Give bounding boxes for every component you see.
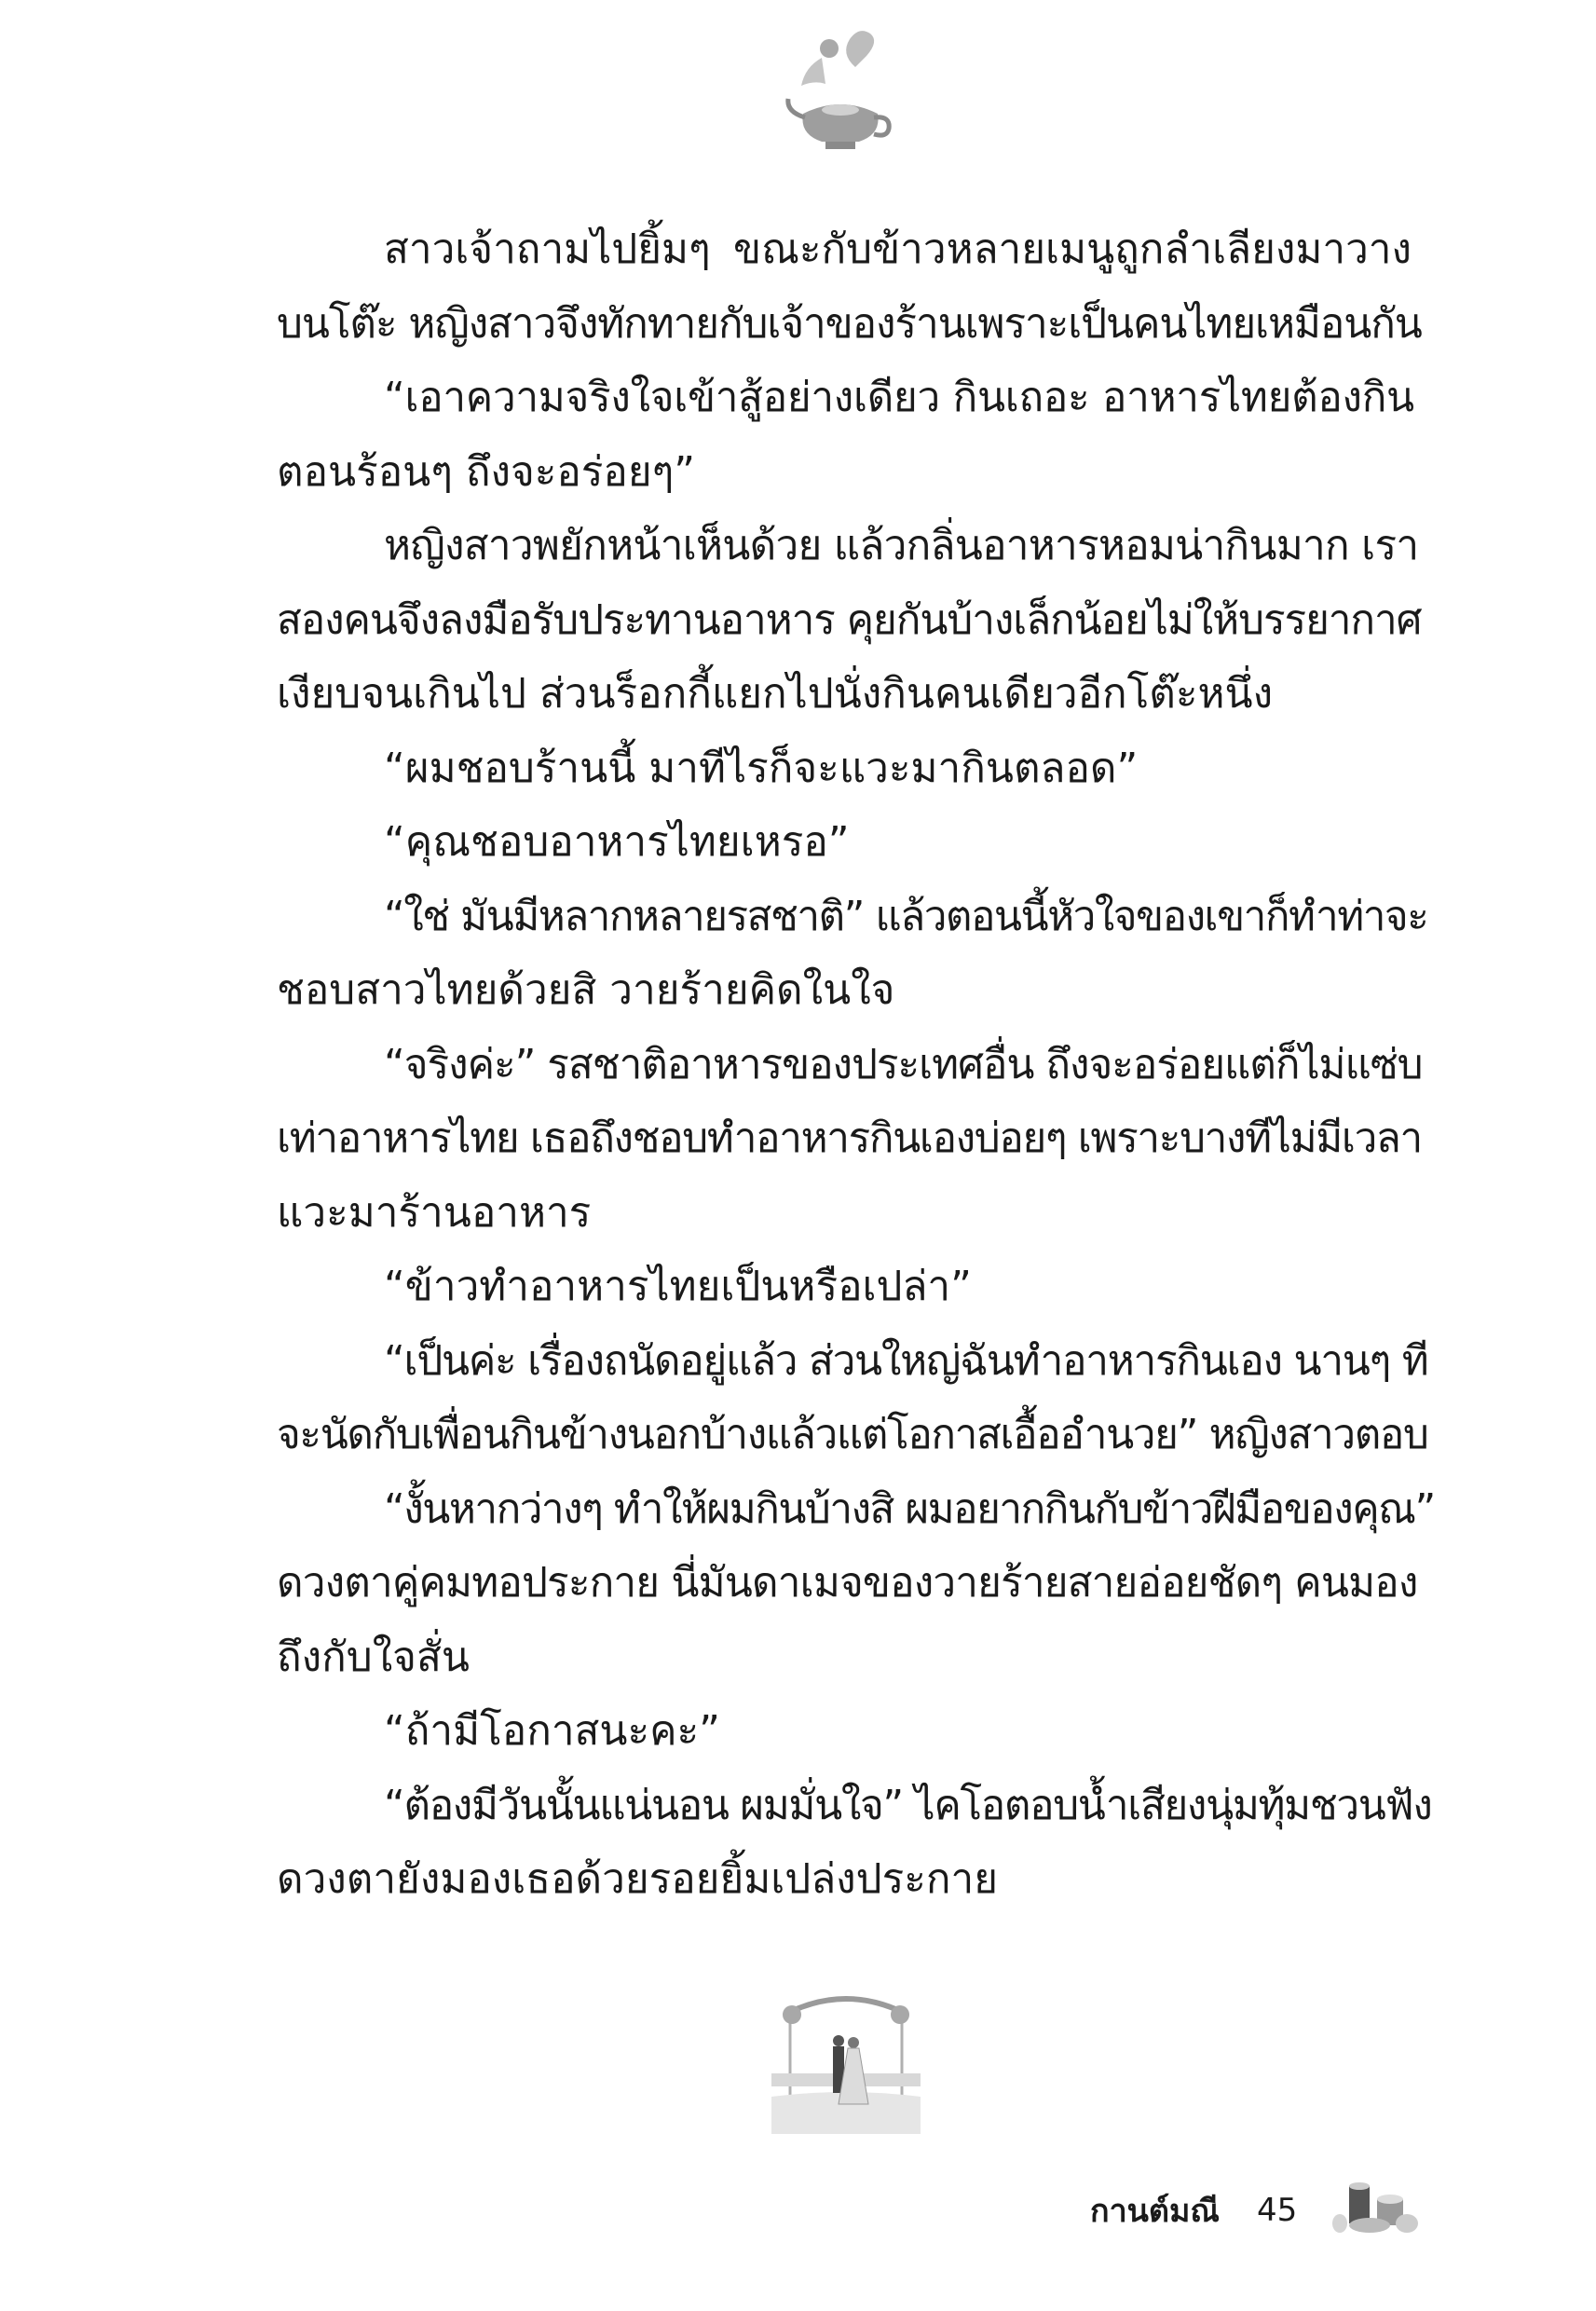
text-line-content: ถึงกับใจสั่น [277, 1633, 470, 1681]
text-line-content: สองคนจึงลงมือรับประทานอาหาร คุยกันบ้างเล็กน้อยไม่ให้บรรยากาศ [277, 595, 1422, 644]
text-line-content: เงียบจนเกินไป ส่วนร็อกกี้แยกไปนั่งกินคนเดียวอีกโต๊ะหนึ่ง [277, 670, 1274, 718]
text-line-content: บนโต๊ะ หญิงสาวจึงทักทายกับเจ้าของร้านเพราะเป็นคนไทยเหมือนกัน [277, 299, 1422, 348]
text-line-content: “จริงค่ะ” รสชาติอาหารของประเทศอื่น ถึงจะอร่อยแต่ก็ไม่แซ่บ [384, 1040, 1423, 1088]
text-line [277, 1324, 1428, 1399]
text-line [277, 1398, 1428, 1472]
text-line-content: สาวเจ้าถามไปยิ้มๆ ขณะกับข้าวหลายเมนูถูกลำเลียงมาวาง [384, 226, 1412, 273]
text-line-content: “ต้องมีวันนั้นแน่นอน ผมมั่นใจ” ไคโอตอบน้ำเสียงนุ่มทุ้มชวนฟัง [384, 1781, 1432, 1829]
text-line-content: “ถ้ามีโอกาสนะคะ” [384, 1707, 720, 1755]
text-line [277, 953, 1412, 1028]
text-line-content: “ข้าวทำอาหารไทยเป็นหรือเปล่า” [384, 1263, 972, 1310]
text-line-content: “เอาความจริงใจเข้าสู้อย่างเดียว กินเถอะ อาหารไทยต้องกิน [384, 374, 1414, 421]
text-line-content: “งั้นหากว่างๆ ทำให้ผมกินบ้างสิ ผมอยากกินกับข้าวฝีมือของคุณ” [384, 1484, 1435, 1533]
author-name: กานต์มณี [1090, 2193, 1220, 2230]
text-line [277, 1250, 1412, 1324]
text-line [277, 1472, 1435, 1547]
text-line-content: “เป็นค่ะ เรื่องถนัดอยู่แล้ว ส่วนใหญ่ฉันทำอาหารกินเอง นานๆ ที [384, 1336, 1428, 1385]
text-line [277, 361, 1412, 435]
text-line-content: หญิงสาวพยักหน้าเห็นด้วย แล้วกลิ่นอาหารหอมน่ากินมาก เรา [384, 522, 1419, 569]
text-line [277, 287, 1422, 362]
text-line-content: ตอนร้อนๆ ถึงจะอร่อยๆ” [277, 447, 696, 496]
page-footer [1090, 2185, 1297, 2236]
text-line [277, 1694, 1412, 1769]
text-line [277, 805, 1412, 880]
text-line [277, 583, 1422, 658]
text-line [277, 1546, 1418, 1620]
text-line [277, 1028, 1423, 1102]
text-line [277, 880, 1428, 954]
page-number: 45 [1256, 2192, 1298, 2229]
body-text [277, 212, 1435, 1917]
wedding-couple-illustration [771, 1994, 921, 2134]
text-line [277, 1769, 1432, 1843]
text-line [277, 435, 1412, 510]
text-line-content: “ผมชอบร้านนี้ มาทีไรก็จะแวะมากินตลอด” [384, 744, 1139, 792]
text-line [277, 1176, 1412, 1251]
text-line-content: ชอบสาวไทยด้วยสิ วายร้ายคิดในใจ [277, 966, 895, 1014]
text-line [277, 509, 1419, 583]
text-line-content: เท่าอาหารไทย เธอถึงชอบทำอาหารกินเองบ่อยๆ เพราะบางทีไม่มีเวลา [277, 1114, 1422, 1162]
text-line-content: จะนัดกับเพื่อนกินข้างนอกบ้างแล้วแต่โอกาสเอื้ออำนวย” หญิงสาวตอบ [277, 1411, 1428, 1458]
text-line-content: “คุณชอบอาหารไทยเหรอ” [384, 818, 850, 866]
text-line-content: ดวงตาคู่คมทอประกาย นี่มันดาเมจของวายร้ายสายอ่อยชัดๆ คนมอง [277, 1559, 1418, 1607]
text-line [277, 1101, 1422, 1176]
text-line-content: “ใช่ มันมีหลากหลายรสชาติ” แล้วตอนนี้หัวใจของเขาก็ทำท่าจะ [384, 892, 1428, 940]
text-line [277, 732, 1412, 806]
text-line [277, 212, 1412, 287]
text-line [277, 657, 1412, 732]
teapot-cupid-ornament [784, 21, 896, 160]
text-line-content: ดวงตายังมองเธอด้วยรอยยิ้มเปล่งประกาย [277, 1855, 998, 1903]
coin-stack-icon [1332, 2181, 1421, 2236]
text-line-content: แวะมาร้านอาหาร [277, 1188, 592, 1237]
text-line [277, 1842, 1412, 1917]
text-line [277, 1620, 1412, 1695]
